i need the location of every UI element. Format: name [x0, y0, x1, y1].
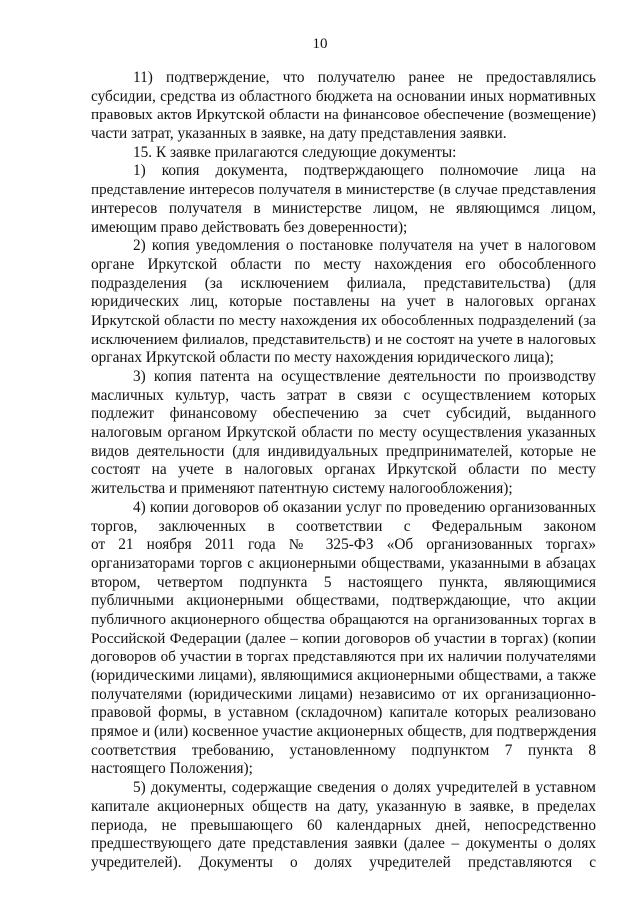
text-line: налоговым органом Иркутской области по месту осуществления указанных: [91, 424, 596, 442]
text-line: 5) документы, содержащие сведения о долях учредителей в уставном: [133, 779, 596, 797]
text-line: 2) копия уведомления о постановке получателя на учет в налоговом: [133, 237, 596, 255]
text-line: правовых актов Иркутской области на финансовое обеспечение (возмещение): [91, 107, 596, 124]
text-line: юридических лиц, которые поставлены на учет в налоговых органах: [91, 293, 596, 311]
text-line: органах Иркутской области по месту нахождения юридического лица);: [91, 349, 554, 367]
text-line: учредителей). Документы о долях учредителей представляются с: [91, 853, 596, 871]
text-line: от 21 ноября 2011 года № 325-ФЗ «Об организованных торгах»: [91, 536, 596, 554]
text-line: Российской Федерации (далее – копии договоров об участии в торгах) (копии: [91, 630, 596, 647]
text-line: правовой формы, в уставном (складочном) капитале которых реализовано: [91, 704, 596, 722]
text-line: публичного акционерного общества обращаются на организованных торгах в: [91, 611, 596, 628]
text-line: прямое и (или) косвенное участие акционерных обществ, для подтверждения: [91, 723, 597, 741]
text-line: публичными акционерными обществами, подтверждающие, что акции: [91, 592, 596, 610]
text-line: подлежит финансовому обеспечению за счет субсидий, выданного: [91, 405, 596, 423]
text-line: Иркутской области по месту нахождения их обособленных подразделений (за: [91, 312, 596, 329]
text-line: торгов, заключенных в соответствии с Федеральным законом: [91, 517, 596, 535]
text-line: договоров об участии в торгах представляются при их наличии получателями: [91, 649, 596, 666]
text-line: капитале акционерных обществ на дату, указанную в заявке, в пределах: [91, 797, 596, 815]
text-line: втором, четвертом подпункта 5 настоящего пункта, являющимися: [91, 573, 596, 591]
text-line: представление интересов получателя в министерстве (в случае представления: [91, 182, 596, 199]
text-line: организаторами торгов с акционерными обществами, указанными в абзацах: [91, 554, 596, 572]
text-line: части затрат, указанных в заявке, на дату представления заявки.: [91, 125, 507, 143]
text-line: субсидии, средства из областного бюджета на основании иных нормативных: [91, 87, 596, 105]
text-line: настоящего Положения);: [91, 760, 253, 778]
text-line: соответствия требованию, установленному подпунктом 7 пункта 8: [91, 741, 596, 759]
text-line: 1) копия документа, подтверждающего полномочие лица на: [133, 162, 596, 180]
text-line: 11) подтверждение, что получателю ранее не предоставлялись: [133, 69, 596, 86]
text-line: органе Иркутской области по месту нахождения его обособленного: [91, 255, 596, 273]
text-line: интересов получателя в министерстве лицом, не являющимся лицом,: [91, 199, 596, 217]
text-line: 3) копия патента на осуществление деятельности по производству: [133, 368, 596, 385]
text-line: (юридическими лицами), являющимися акционерными обществами, а также: [91, 667, 596, 684]
text-line: предшествующего дате представления заявки (далее – документы о долях: [91, 835, 596, 853]
text-line: масличных культур, часть затрат в связи с осуществлением которых: [91, 386, 596, 404]
text-line: подразделения (за исключением филиала, представительства) (для: [91, 274, 596, 292]
text-line: видов деятельности (для индивидуальных предпринимателей, которые не: [91, 442, 596, 460]
text-line: исключением филиалов, представительств) и не состоят на учете в налоговых: [91, 331, 596, 348]
text-line: 4) копии договоров об оказании услуг по проведению организованных: [133, 498, 596, 516]
document-body: [91, 69, 596, 873]
text-line: получателями (юридическими лицами) независимо от их организационно-: [91, 685, 596, 703]
page-number: 10: [312, 36, 328, 52]
text-line: имеющим право действовать без доверенности);: [91, 218, 408, 236]
text-line: жительства и применяют патентную систему налогообложения);: [91, 480, 513, 498]
text-line: периода, не превышающего 60 календарных дней, непосредственно: [91, 816, 596, 834]
text-line: состоят на учете в налоговых органах Иркутской области по месту: [91, 461, 596, 479]
text-line: 15. К заявке прилагаются следующие документы:: [133, 143, 457, 161]
